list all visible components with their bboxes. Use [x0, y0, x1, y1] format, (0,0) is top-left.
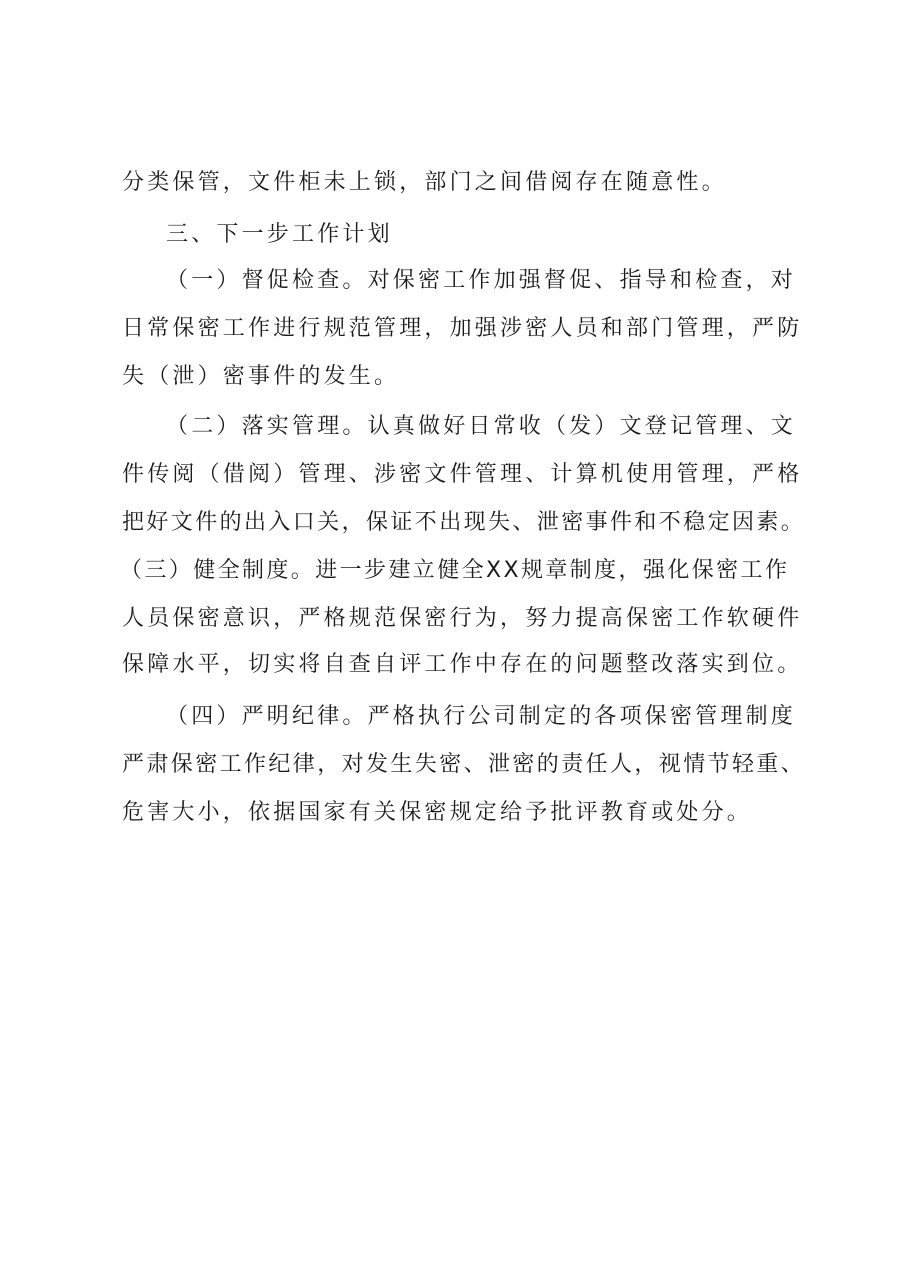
paragraph-line: 件传阅（借阅）管理、涉密文件管理、计算机使用管理，严格 [122, 462, 803, 487]
paragraph-line: 把好文件的出入口关，保证不出现失、泄密事件和不稳定因素。 [122, 510, 806, 535]
paragraph-line: （四）严明纪律。严格执行公司制定的各项保密管理制度 [166, 704, 797, 729]
paragraph-line-continuation: 分类保管，文件柜未上锁，部门之间借阅存在随意性。 [122, 170, 727, 195]
paragraph-line: 人员保密意识，严格规范保密行为，努力提高保密工作软硬件 [122, 606, 803, 631]
paragraph-line: 危害大小，依据国家有关保密规定给予批评教育或处分。 [122, 800, 753, 825]
paragraph-line: 日常保密工作进行规范管理，加强涉密人员和部门管理，严防 [122, 316, 803, 341]
paragraph-line: （三）健全制度。进一步建立健全XX规章制度，强化保密工作 [120, 558, 790, 583]
paragraph-line: 保障水平，切实将自查自评工作中存在的问题整改落实到位。 [122, 652, 803, 677]
paragraph-line: （一）督促检查。对保密工作加强督促、指导和检查，对 [166, 268, 797, 293]
paragraph-line: （二）落实管理。认真做好日常收（发）文登记管理、文 [166, 414, 797, 439]
paragraph-line: 失（泄）密事件的发生。 [122, 364, 400, 389]
section-heading: 三、下一步工作计划 [166, 222, 393, 247]
paragraph-line: 严肃保密工作纪律，对发生失密、泄密的责任人，视情节轻重、 [122, 752, 806, 777]
